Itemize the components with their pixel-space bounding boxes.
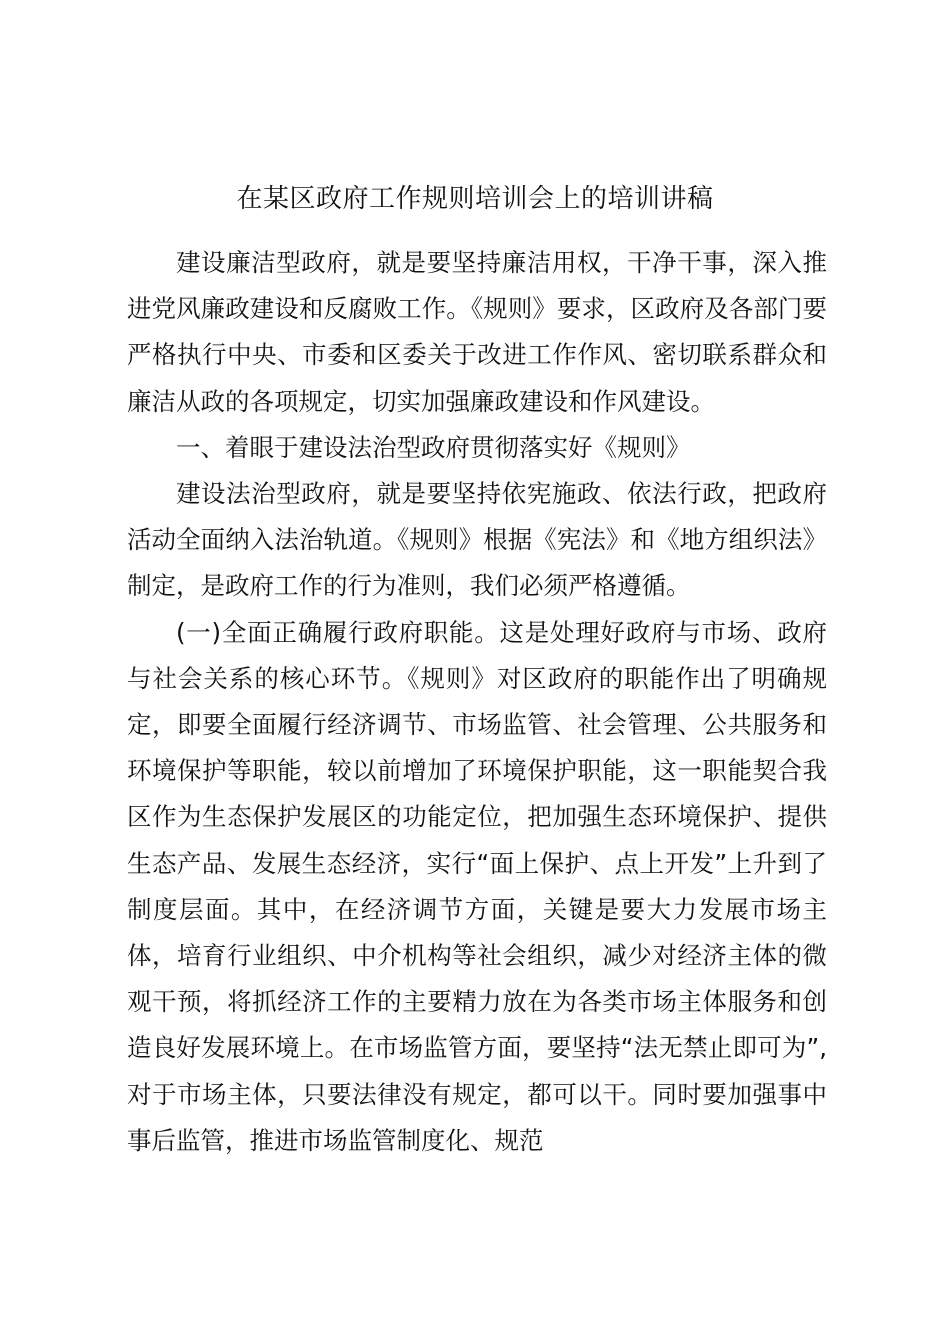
paragraph-government-functions: (一)全面正确履行政府职能。这是处理好政府与市场、政府与社会关系的核心环节。《规则》对区政府的职能作出了明确规定，即要全面履行经济调节、市场监管、社会管理、公共服务和环境保护等职能，较以前增加了环境保护职能，这一职能契合我区作为生态保护发展区的功能定位，把加强生态环境保护、提供生态产品、发展生态经济，实行“面上保护、点上开发”上升到了制度层面。其中，在经济调节方面，关键是要大力发展市场主体，培育行业组织、中介机构等社会组织，减少对经济主体的微观干预，将抓经济工作的主要精力放在为各类市场主体服务和创造良好发展环境上。在市场监管方面，要坚持“法无禁止即可为”,对于市场主体，只要法律没有规定，都可以干。同时要加强事中事后监管，推进市场监管制度化、规范 [127,617,827,1155]
paragraph-integrity-government: 建设廉洁型政府，就是要坚持廉洁用权，干净干事，深入推进党风廉政建设和反腐败工作。《规则》要求，区政府及各部门要严格执行中央、市委和区委关于改进工作作风、密切联系群众和廉洁从政的各项规定，切实加强廉政建设和作风建设。 [127,248,827,416]
document-body [127,240,827,1164]
document-title: 在某区政府工作规则培训会上的培训讲稿 [236,184,714,214]
paragraph-rule-of-law-government: 建设法治型政府，就是要坚持依宪施政、依法行政，把政府活动全面纳入法治轨道。《规则》根据《宪法》和《地方组织法》制定，是政府工作的行为准则，我们必须严格遵循。 [127,479,827,601]
section-heading-1: 一、着眼于建设法治型政府贯彻落实好《规则》 [176,432,691,462]
